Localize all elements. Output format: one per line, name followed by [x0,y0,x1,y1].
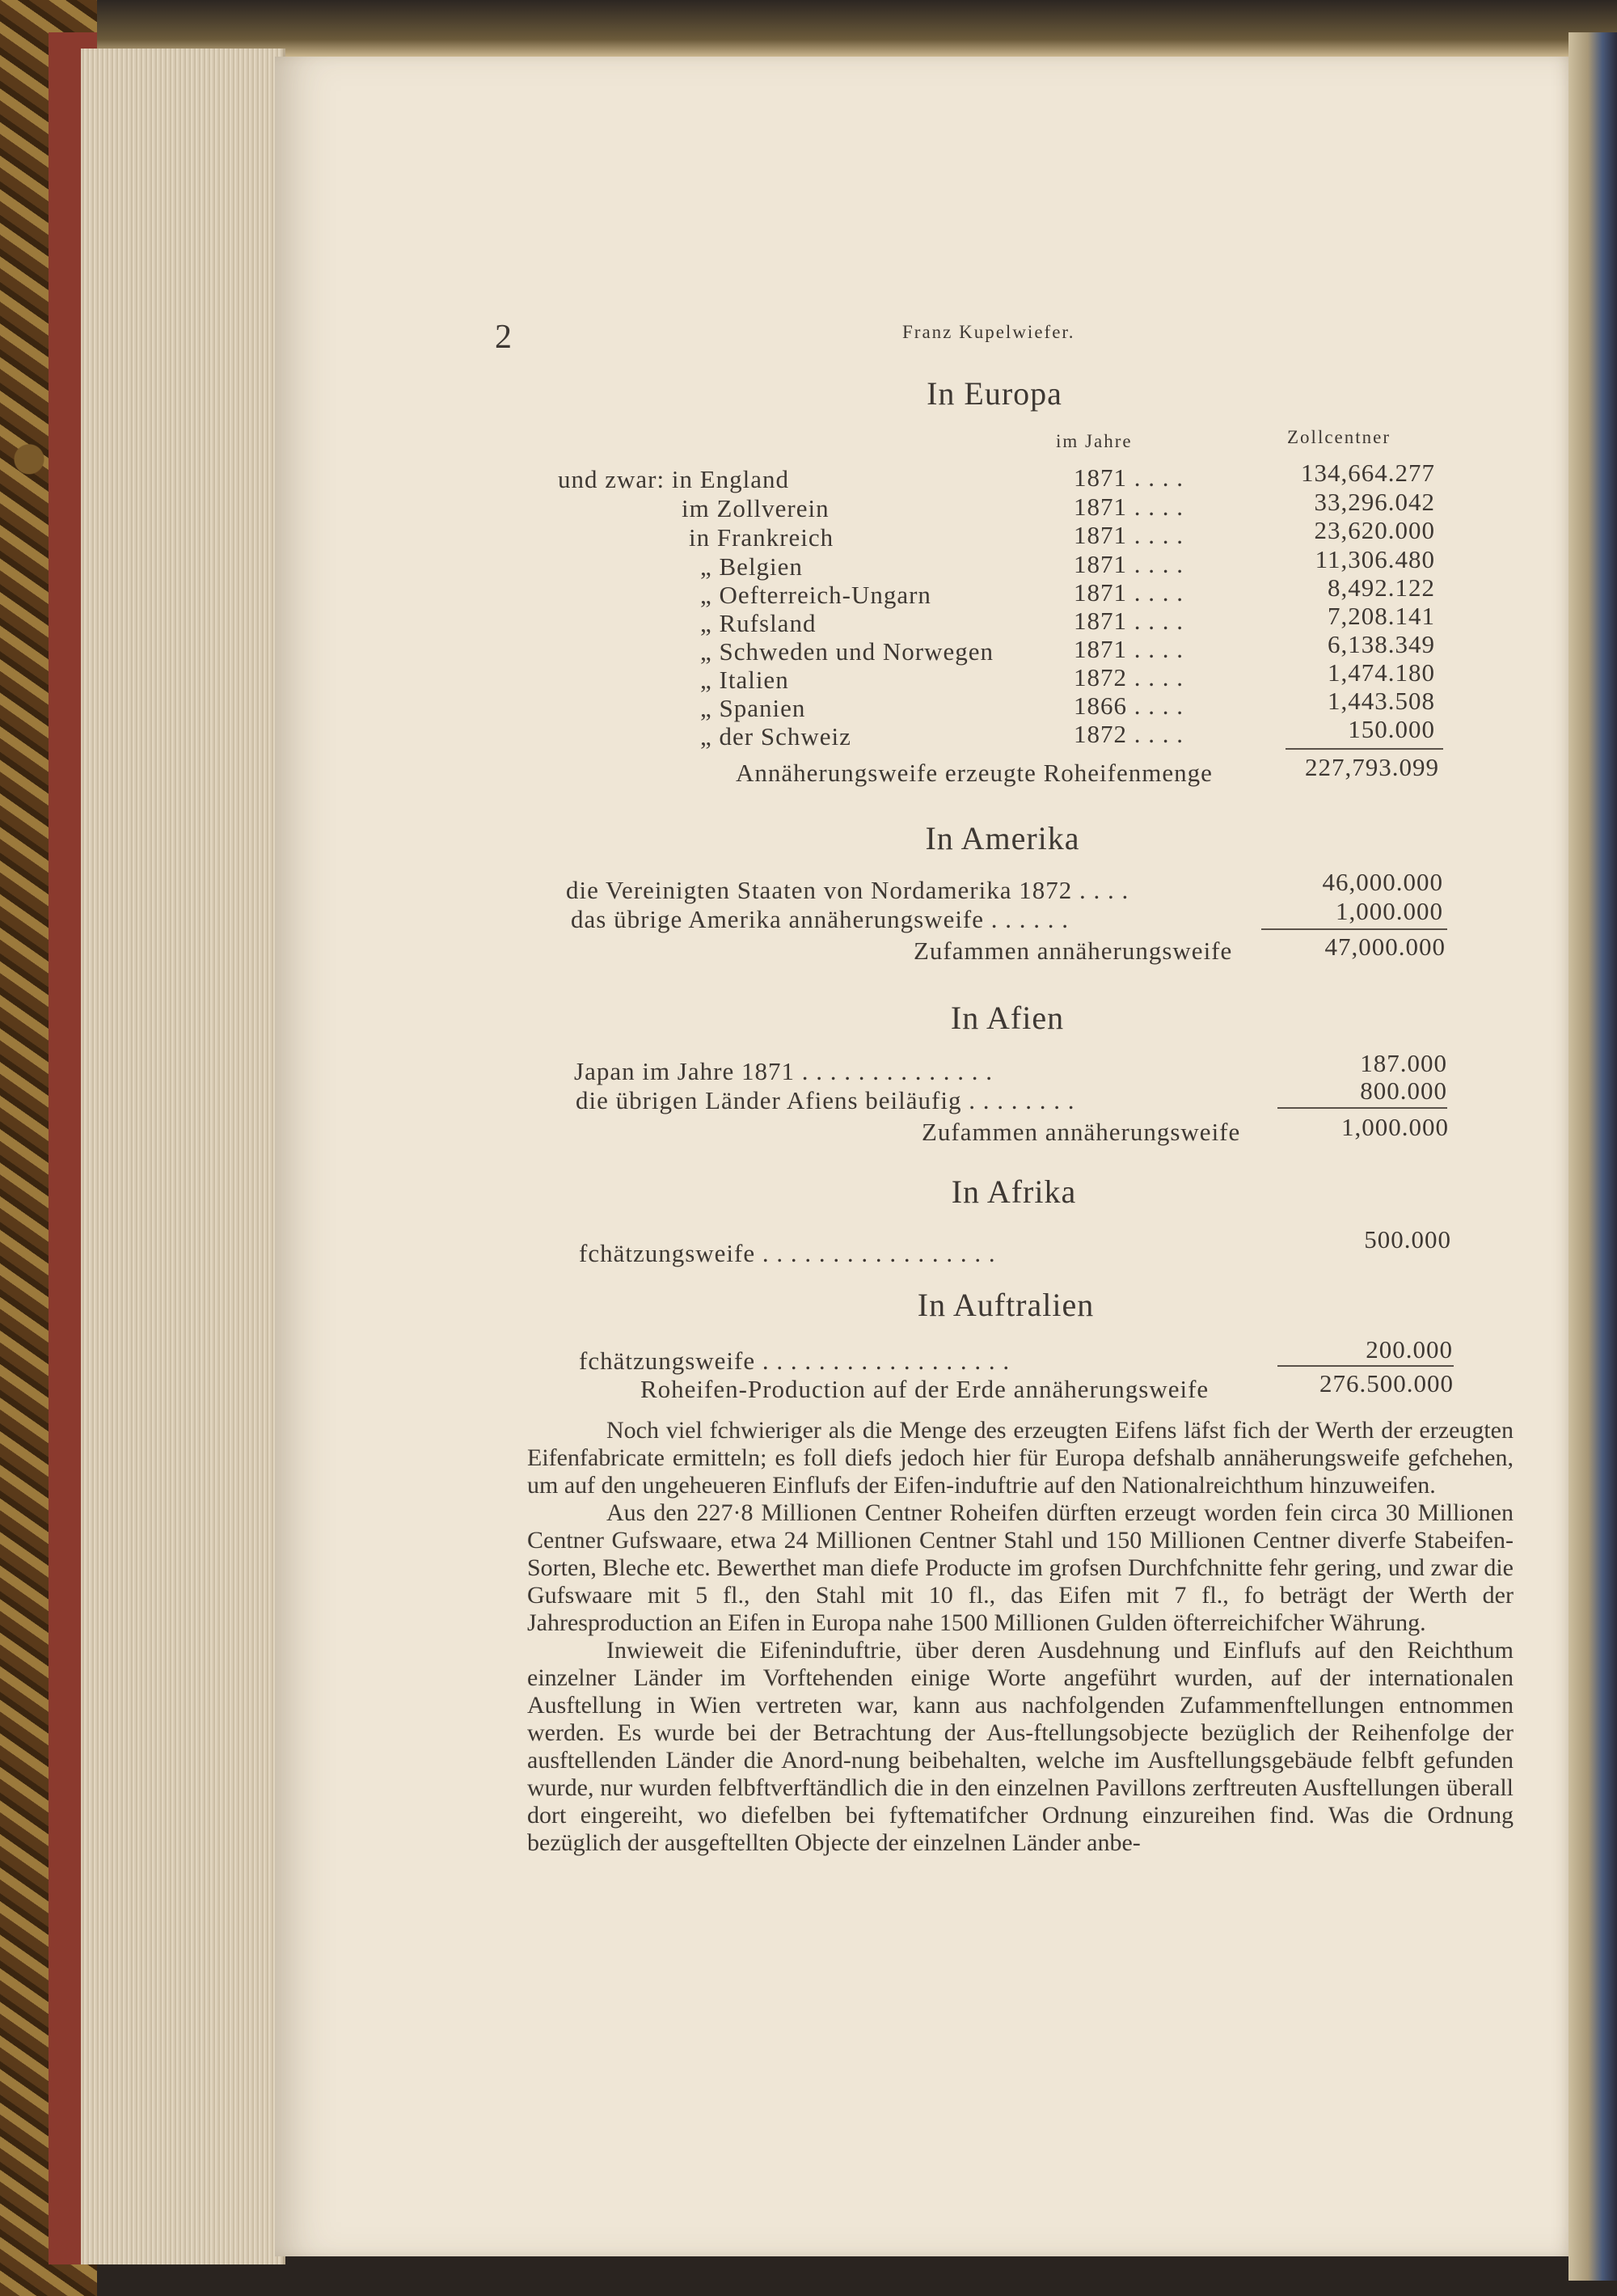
table-row-label: im Zollverein [682,494,830,522]
table-row-year: 1871 . . . . [1074,521,1184,549]
table-row-year: 1866 . . . . [1074,691,1184,720]
book-top-edge [81,0,1617,57]
afrika-row-value: 500.000 [1364,1225,1451,1254]
amerika-row-label: die Vereinigten Staaten von Nordamerika 1872 . . . . [566,876,1129,904]
table-row-label: „ Schweden und Norwegen [700,637,994,666]
table-row-value: 33,296.042 [1314,488,1435,516]
table-row-year: 1871 . . . . [1074,635,1184,663]
australien-total-value: 276.500.000 [1319,1369,1454,1397]
table-row-value: 134,664.277 [1301,459,1435,487]
sum-rule [1261,928,1447,930]
table-row-value: 6,138.349 [1328,630,1435,658]
amerika-total-value: 47,000.000 [1324,932,1446,961]
paragraph: Noch viel fchwieriger als die Menge des erzeugten Eifens läfst fich der Werth der erzeugten Eifenfabricate ermitteln; es foll diefs jedoch hier für Europa defshalb annäherungsweife gefchehen, um auf den ungeheueren Einflufs der Eifen-induftrie auf den Nationalreichthum hinzuweifen. [527,1417,1514,1499]
asien-row-value: 187.000 [1360,1049,1447,1077]
paragraph: Inwieweit die Eifeninduftrie, über deren Ausdehnung und Einflufs auf den Reichthum einzelner Länder im Vorftehenden einige Worte angeführt wurden, auf der internationalen Ausftellung in Wien vertreten war, kann aus nachfolgenden Zufammenftellungen entnommen werden. Es wurde bei der Betrachtung der Aus-ftellungsobjecte bezüglich der Reihenfolge der ausftellenden Länder die Anord-nung beibehalten, welche im Ausftellungsgebäude felbft gefunden wurde, nur wurden felbftverftändlich die in den einzelnen Pavillons zerftreuten Ausftellungen überall dort eingereiht, wo diefelben bei fyftematifcher Ordnung einzureihen find. Was die Ordnung bezüglich der ausgeftellten Objecte der einzelnen Länder anbe- [527,1637,1514,1856]
australien-total-label: Roheifen-Production auf der Erde annäherungsweife [640,1375,1210,1403]
table-row-year: 1871 . . . . [1074,607,1184,635]
amerika-total-label: Zufammen annäherungsweife [914,937,1233,965]
australien-row-value: 200.000 [1366,1335,1453,1364]
europa-total-label: Annäherungsweife erzeugte Roheifenmenge [736,759,1213,787]
column-header-amount: Zollcentner [1287,427,1391,447]
table-row-value: 8,492.122 [1328,573,1435,602]
sum-rule [1277,1107,1447,1109]
asien-row-value: 800.000 [1360,1076,1447,1105]
running-header: Franz Kupelwiefer. [902,322,1075,342]
table-row-label: „ Italien [700,666,789,694]
page-stack [81,49,285,2264]
table-row-year: 1871 . . . . [1074,550,1184,578]
table-row-value: 150.000 [1348,715,1435,743]
table-row-value: 23,620.000 [1314,516,1435,544]
table-row-label: „ Spanien [700,694,806,722]
column-header-year: im Jahre [1056,431,1133,451]
heading-asien: In Afien [950,1000,1065,1036]
sum-rule [1277,1365,1454,1367]
heading-amerika: In Amerika [925,820,1080,856]
table-row-label: „ Oefterreich-Ungarn [700,581,931,609]
table-row-value: 1,474.180 [1328,658,1435,687]
amerika-row-value: 1,000.000 [1336,897,1443,925]
australien-row-label: fchätzungsweife . . . . . . . . . . . . . . . . . . [579,1347,1011,1375]
body-text [527,1417,1514,1857]
table-row-label: und zwar: in England [558,465,790,493]
europa-total-value: 227,793.099 [1305,753,1439,781]
facing-page-edge [1568,32,1617,2281]
table-row-label: „ Rufsland [700,609,817,637]
table-row-year: 1872 . . . . [1074,720,1184,748]
heading-europa: In Europa [927,375,1062,412]
amerika-row-value: 46,000.000 [1322,868,1443,896]
amerika-row-label: das übrige Amerika annäherungsweife . . . . . . [571,905,1070,933]
asien-row-label: die übrigen Länder Afiens beiläufig . . . . . . . . [576,1086,1075,1114]
table-row-year: 1871 . . . . [1074,463,1184,492]
table-row-year: 1871 . . . . [1074,578,1184,607]
table-row-value: 1,443.508 [1328,687,1435,715]
table-row-label: „ der Schweiz [700,722,851,751]
table-row-year: 1871 . . . . [1074,493,1184,521]
asien-total-label: Zufammen annäherungsweife [922,1118,1241,1146]
table-row-value: 11,306.480 [1315,545,1435,573]
sum-rule [1286,748,1443,750]
afrika-row-label: fchätzungsweife . . . . . . . . . . . . . . . . . [579,1239,996,1267]
page-number: 2 [495,319,513,356]
table-row-label: „ Belgien [700,552,803,581]
table-row-year: 1872 . . . . [1074,663,1184,691]
table-row-value: 7,208.141 [1328,602,1435,630]
heading-afrika: In Afrika [951,1173,1077,1210]
table-row-label: in Frankreich [689,523,834,552]
paragraph: Aus den 227·8 Millionen Centner Roheifen dürften erzeugt worden fein circa 30 Millionen Centner Gufswaare, etwa 24 Millionen Centner Stahl und 150 Millionen Centner diverfe Stabeifen-Sorten, Bleche etc. Bewerthet man diefe Producte im grofsen Durchfchnitte fehr gering, und zwar die Gufswaare mit 5 fl., den Stahl mit 10 fl., das Eifen mit 7 fl., fo beträgt der Werth der Jahresproduction an Eifen in Europa nahe 1500 Millionen Gulden öfterreichifcher Währung. [527,1499,1514,1636]
heading-australien: In Auftralien [917,1287,1095,1323]
asien-total-value: 1,000.000 [1341,1113,1449,1141]
asien-row-label: Japan im Jahre 1871 . . . . . . . . . . . . . . [574,1057,993,1085]
